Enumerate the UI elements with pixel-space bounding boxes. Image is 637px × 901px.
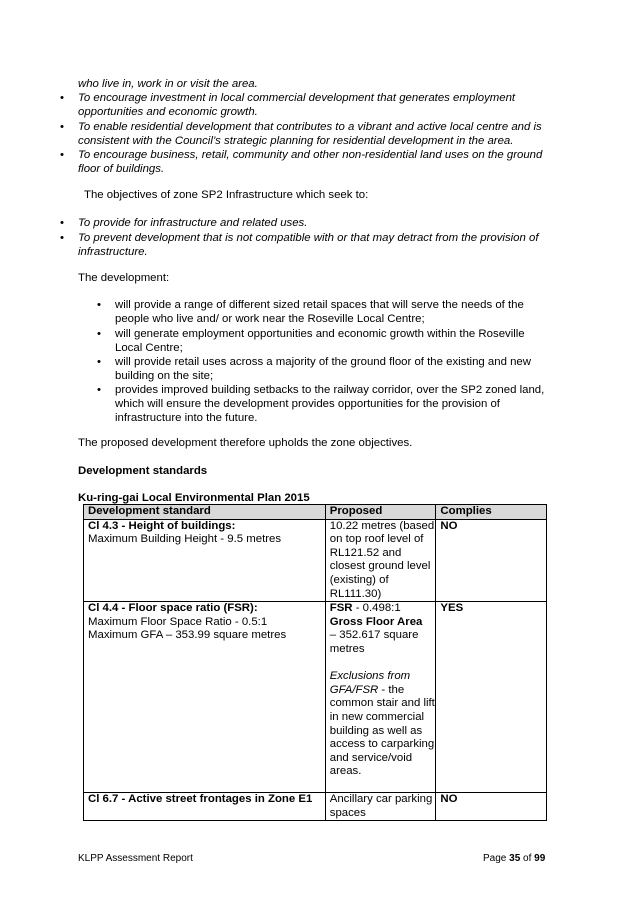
proposed-cell: Ancillary car parking spaces — [325, 793, 436, 821]
list-item: To encourage business, retail, community and other non-residential land uses on the ground floor of buildings. — [78, 149, 543, 176]
list-item: To provide for infrastructure and related uses. — [78, 217, 308, 229]
list-item: provides improved building setbacks to the railway corridor, over the SP2 zoned land, which will ensure the development provides opportunities for the provision of infrastructure into the future. — [115, 384, 545, 425]
list-item: will generate employment opportunities and economic growth within the Roseville Local Centre; — [115, 328, 525, 355]
footer-report-name: KLPP Assessment Report — [78, 853, 193, 864]
table-header-row — [84, 505, 547, 520]
page-prefix: Page — [483, 853, 510, 864]
complies-cell: NO — [436, 519, 547, 602]
list-item: To enable residential development that contributes to a vibrant and active local centre and is consistent with the Council’s strategic planning for residential development in the area. — [78, 121, 542, 148]
standard-cell — [84, 519, 326, 602]
standard-title: Cl 4.3 - Height of buildings: — [88, 519, 236, 532]
header-complies: Complies — [436, 505, 547, 520]
standard-desc: Maximum Floor Space Ratio - 0.5:1 — [88, 615, 268, 628]
standard-cell: Cl 6.7 - Active street frontages in Zone E1 — [84, 793, 326, 821]
continuation-text: who live in, work in or visit the area. — [78, 78, 258, 90]
page-total: 99 — [534, 853, 546, 864]
standard-cell — [84, 602, 326, 793]
section-heading: Development standards — [78, 465, 208, 477]
fsr-label: FSR — [329, 602, 353, 615]
bullet: • — [60, 92, 64, 104]
bullet: • — [97, 328, 101, 340]
exclusions-label: Exclusions from GFA/FSR — [329, 670, 411, 696]
gfa-value: – 352.617 square metres — [329, 629, 419, 655]
bullet: • — [60, 121, 64, 133]
proposed-cell: 10.22 metres (based on top roof level of RL121.52 and closest ground level (existing) of RL111.30) — [325, 519, 436, 602]
standard-desc: Maximum Building Height - 9.5 metres — [88, 533, 282, 546]
proposed-cell — [325, 602, 436, 793]
list-item: To encourage investment in local commercial development that generates employment opportunities and economic growth. — [78, 92, 516, 119]
sp2-intro: The objectives of zone SP2 Infrastructure which seek to: — [84, 189, 369, 201]
development-intro: The development: — [78, 272, 170, 284]
header-development-standard: Development standard — [84, 505, 326, 520]
gfa-label: Gross Floor Area — [329, 615, 423, 628]
standard-desc: Maximum GFA – 353.99 square metres — [88, 629, 287, 642]
complies-cell: YES — [436, 602, 547, 793]
table-caption: Ku-ring-gai Local Environmental Plan 2015 — [78, 492, 310, 504]
table-row — [84, 519, 547, 602]
bullet: • — [97, 384, 101, 396]
table-row — [84, 793, 547, 821]
bullet: • — [97, 299, 101, 311]
page-of: of — [520, 853, 535, 864]
list-item: To prevent development that is not compatible with or that may detract from the provision of infrastructure. — [78, 232, 539, 259]
bullet: • — [60, 149, 64, 161]
list-item: will provide retail uses across a majority of the ground floor of the existing and new building on the site; — [115, 356, 531, 383]
development-standards-table — [83, 504, 547, 821]
fsr-value: - 0.498:1 — [352, 602, 401, 615]
conclusion-text: The proposed development therefore upholds the zone objectives. — [78, 437, 413, 449]
list-item: will provide a range of different sized retail spaces that will serve the needs of the people who live and/ or work near the Roseville Local Centre; — [115, 299, 524, 326]
page-current: 35 — [509, 853, 521, 864]
exclusions-value: - the common stair and lift in new commercial building as well as access to carparking and service/void areas. — [329, 683, 435, 778]
complies-cell: NO — [436, 793, 547, 821]
bullet: • — [60, 232, 64, 244]
header-proposed: Proposed — [325, 505, 436, 520]
table-row — [84, 602, 547, 793]
bullet: • — [97, 356, 101, 368]
standard-title: Cl 4.4 - Floor space ratio (FSR): — [88, 602, 258, 615]
footer-page-number — [483, 852, 545, 866]
bullet: • — [60, 217, 64, 229]
